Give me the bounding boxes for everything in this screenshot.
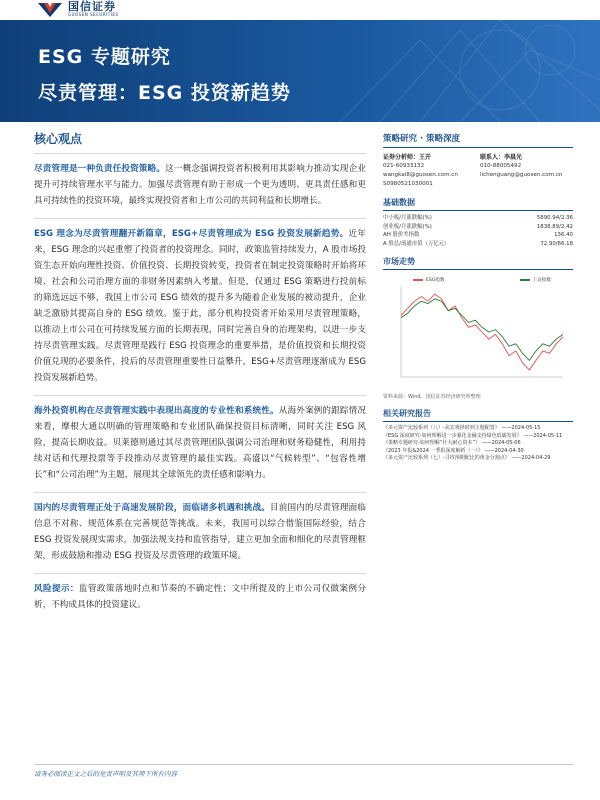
footer-disclaimer: 请务必阅读正文之后的免责声明及其项下所有内容 (34, 770, 177, 778)
data-label: 中小板/月涨跌幅(%) (383, 215, 432, 221)
related-report-item[interactable]: 《策略专题研究-如何理解“壮大耐心资本”》 ——2024-05-06 (383, 440, 521, 447)
paragraph-text: 监管政策落地时点和节奏的不确定性；文中所提及的上市公司仅做案例分析，不构成具体的投资建议。 (34, 584, 366, 610)
contact-name: 联系人：李晨光 (480, 154, 523, 161)
data-value: 136.40 (554, 232, 573, 238)
data-value: 5890.94/2.36 (536, 215, 573, 221)
paragraph-highlight: ESG 理念为尽责管理翻开新篇章，ESG+尽责管理成为 ESG 投资发展新趋势。 (34, 229, 349, 239)
paragraph-text: 从海外案例的跟踪情况来看，摩根大通以明确的管理策略和专业团队确保投资目标清晰，同时关注 ESG 风险，提高长期收益。贝莱德则通过其尽责管理团队强调公司治理和财务稳健性，利用持续对话和代理投票等手段推动尽责管理的最佳实践。高盛以“气候转型”、“包容性增长”和“公司治理”为主题，展现其全球领先的责任感和影响力。 (34, 406, 366, 480)
related-report-item[interactable]: 《ESG 深度研究-如何理解进一步强化金融支持绿色低碳发展》 ——2024-05-11 (383, 432, 563, 439)
paragraph-text: 目前国内的尽责管理面临信息不对称、规范体系在完善规范等挑战。未来，我国可以综合借鉴国际经验，结合 ESG 投资发展现实需求，加强法规支持和监管指导，建立更加全面和细化的尽责管理框架，形成鼓励和推动 ESG 投资及尽责管理的政策环境。 (34, 503, 366, 561)
title-banner (0, 20, 600, 122)
paragraph-divider (34, 573, 366, 574)
paragraph-highlight: 国内的尽责管理正处于高速发展阶段，面临诸多机遇和挑战。 (34, 503, 270, 513)
legend-item-sh (520, 277, 551, 283)
logo-icon (38, 1, 62, 17)
section-title: 核心观点 (34, 132, 83, 146)
related-reports-list (383, 425, 573, 463)
main-content (34, 130, 366, 622)
legend-swatch (520, 279, 530, 281)
legend-item-esg (413, 277, 445, 283)
top-bar (0, 0, 600, 20)
paragraph-1 (34, 161, 366, 209)
data-row (383, 223, 573, 232)
analyst-card (383, 153, 476, 189)
paragraph-4 (34, 500, 366, 564)
data-row (383, 240, 573, 249)
contact-card (480, 153, 573, 189)
analyst-cert: S0980521030001 (383, 181, 433, 187)
logo-english-name: GUOSEN SECURITIES (68, 12, 119, 17)
data-label: AH 股价差指数 (383, 232, 420, 238)
analyst-info (383, 153, 573, 189)
analyst-name: 证券分析师：王开 (383, 154, 432, 161)
report-type: 策略研究 · 策略深度 (383, 132, 573, 148)
contact-phone: 010-88005492 (480, 163, 522, 169)
data-row (383, 231, 573, 240)
data-label: A 股总/流通市值（万亿元） (383, 240, 450, 247)
paragraph-2 (34, 226, 366, 386)
paragraph-text: 近年来，ESG 理念的兴起重塑了投资者的投资理念。同时，政策监管持续发力，A 股市场投资生态开始向理性投资、价值投资、长期投资转变，投资者在制定投资策略时开始将环境、社会和公司治理方面的非财务因素纳入考量。但是，仅通过 ESG 策略进行投前标的筛选远远不够，我国上市公司 ESG 绩效的提升多为随着企业发展的被动提升，企业缺乏激励其提高自身的 ESG 绩效。鉴于此，部分机构投资者开始采用尽责管理策略，以推动上市公司在可持续发展方面的长期表现，同时完善自身的治理架构，以进一步支持尽责管理实践。尽责管理是践行 ESG 投资理念的重要举措，是价值投资和长期投资价值兑现的必要条件，投后的尽责管理重要性日益攀升，ESG+尽责管理逐渐成为 ESG 投资发展新趋势。 (34, 229, 366, 383)
related-report-item[interactable]: 《多元资产比较系列（八）-从宏观择时到主题配置》 ——2024-05-15 (383, 425, 541, 431)
related-report-item[interactable]: 《多元资产比较系列（七）-寻找预期配比的黄金分割点》 ——2024-04-29 (383, 455, 551, 462)
market-trend-chart (383, 273, 573, 391)
related-report-item[interactable]: 《2023 年报&2024 一季报深度解析（一）》 ——2024-04-30 (383, 447, 524, 454)
company-logo (38, 0, 118, 18)
sidebar (383, 132, 573, 463)
risk-warning (34, 581, 366, 613)
data-value: 72.90/66.18 (540, 240, 573, 247)
chart-legend (383, 277, 573, 283)
analyst-email[interactable]: wangkai8@guosen.com.cn (383, 172, 458, 178)
paragraph-highlight: 海外投资机构在尽责管理实践中表现出高度的专业性和系统性。 (34, 406, 279, 416)
trend-chart-svg (383, 273, 573, 391)
footer-divider (34, 764, 574, 765)
data-row (383, 214, 573, 223)
paragraph-highlight: 尽责管理是一种负责任投资策略。 (34, 164, 166, 174)
paragraph-divider (34, 395, 366, 396)
basic-data-table (383, 214, 573, 248)
series-line-1 (401, 299, 563, 361)
paragraph-text: 这一概念强调投资者积极利用其影响力推动实现企业提升可持续管理水平与能力。加强尽责管理有助于形成一个更为透明、更具责任感和更具可持续性的投资环境，最终实现投资者和上市公司的共同利益和长期增长。 (34, 164, 366, 206)
banner-decoration (300, 20, 600, 122)
related-reports-title: 相关研究报告 (383, 408, 573, 422)
legend-label: ESG指数 (426, 278, 445, 283)
market-trend-title: 市场走势 (383, 256, 573, 270)
contact-email[interactable]: lichenguang@guosen.com.cn (480, 172, 563, 178)
series-line-0 (401, 294, 563, 370)
report-title: 尽责管理：ESG 投资新趋势 (38, 82, 291, 104)
chart-source: 资料来源：Wind、国信证券经济研究所整理 (383, 394, 481, 400)
paragraph-3 (34, 403, 366, 483)
data-label: 创业板/月涨跌幅(%) (383, 223, 432, 230)
paragraph-divider (34, 218, 366, 219)
section-divider (34, 153, 366, 154)
paragraph-divider (34, 492, 366, 493)
logo-chinese-name: 国信证券 (68, 0, 116, 13)
paragraph-highlight: 风险提示： (34, 584, 79, 594)
report-series-title: ESG 专题研究 (38, 46, 171, 68)
analyst-phone: 021-60933132 (383, 163, 425, 169)
legend-swatch (413, 279, 423, 281)
basic-data-title: 基础数据 (383, 197, 573, 211)
data-value: 1838.89/2.42 (536, 223, 573, 230)
legend-label: 上证指数 (532, 278, 551, 283)
